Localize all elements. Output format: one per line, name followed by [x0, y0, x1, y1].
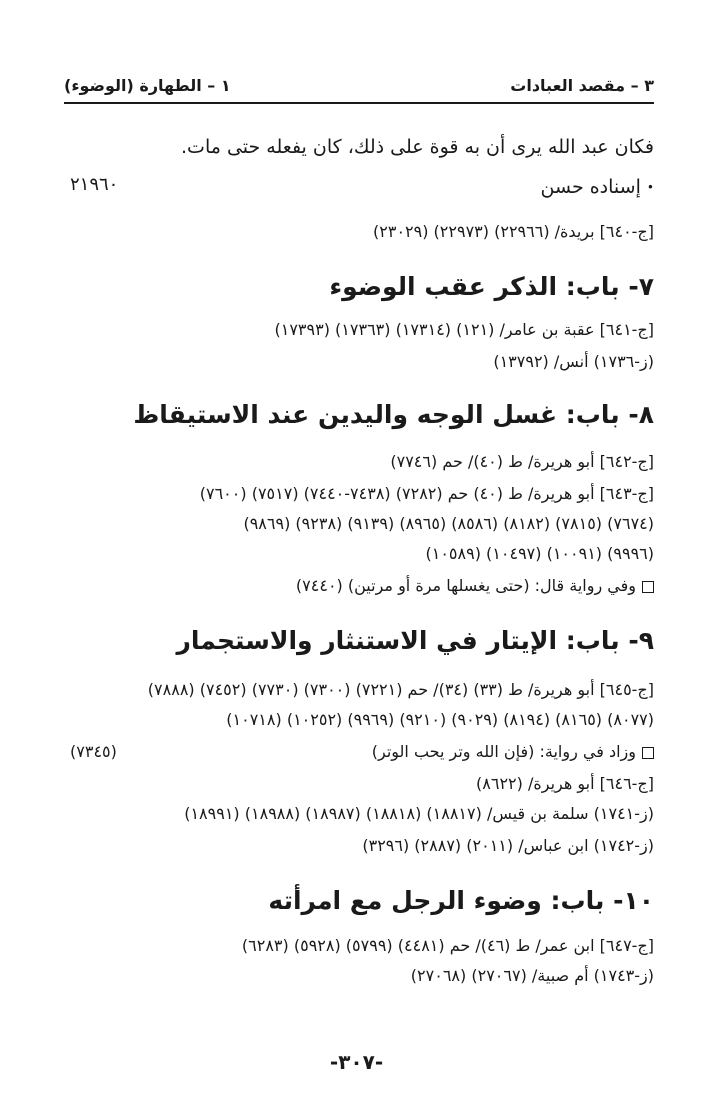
page-number: -٣٠٧-	[329, 1050, 384, 1074]
narration-text: وزاد في رواية: (فإن الله وتر يحب الوتر)	[371, 742, 636, 761]
hadith-number: ٢١٩٦٠	[70, 174, 119, 195]
section-heading: ٧- باب: الذكر عقب الوضوء	[329, 272, 654, 301]
section-heading: ١٠- باب: وضوء الرجل مع امرأته	[268, 886, 654, 915]
reference-line: [ج-٦٤٧] ابن عمر/ ط (٤٦)/ حم (٤٤٨١) (٥٧٩٩) (٥٩٢٨) (٦٢٨٣)	[241, 936, 654, 955]
isnad-grade: إسناده حسن	[540, 176, 641, 198]
header-chapter-title: ١ – الطهارة (الوضوء)	[64, 76, 231, 95]
reference-line: (ز-١٧٤١) سلمة بن قيس/ (١٨٨١٧) (١٨٨١٨) (١٨٩٨٧) (١٨٩٨٨) (١٨٩٩١)	[184, 804, 654, 823]
reference-line: [ج-٦٤٥] أبو هريرة/ ط (٣٣) (٣٤)/ حم (٧٢٢١) (٧٣٠٠) (٧٧٣٠) (٧٤٥٢) (٧٨٨٨)	[147, 680, 654, 699]
narration-line	[60, 742, 654, 761]
text-line: فكان عبد الله يرى أن به قوة على ذلك، كان يفعله حتى مات.	[181, 136, 654, 158]
section-heading: ٨- باب: غسل الوجه واليدين عند الاستيقاظ	[133, 400, 654, 429]
reference-line: (٨٠٧٧) (٨١٦٥) (٨١٩٤) (٩٠٢٩) (٩٢١٠) (٩٩٦٩) (١٠٢٥٢) (١٠٧١٨)	[226, 710, 654, 729]
running-header	[64, 72, 654, 104]
reference-line: (ز-١٧٤٢) ابن عباس/ (٢٠١١) (٢٨٨٧) (٣٢٩٦)	[362, 836, 654, 855]
section-heading: ٩- باب: الإيتار في الاستنثار والاستجمار	[176, 626, 654, 655]
bullet: •	[646, 180, 654, 195]
reference-line: [ج-٦٤٠] بريدة/ (٢٢٩٦٦) (٢٢٩٧٣) (٢٣٠٢٩)	[373, 222, 654, 241]
reference-line: (ز-١٧٣٦) أنس/ (١٣٧٩٢)	[493, 352, 654, 371]
narration-text: وفي رواية قال: (حتى يغسلها مرة أو مرتين) (٧٤٤٠)	[295, 576, 636, 595]
square-marker-icon	[642, 747, 654, 759]
reference-line: [ج-٦٤٢] أبو هريرة/ ط (٤٠)/ حم (٧٧٤٦)	[390, 452, 654, 471]
narration-number: (٧٣٤٥)	[70, 742, 117, 761]
header-section-title: ٣ – مقصد العبادات	[510, 76, 654, 95]
reference-line: [ج-٦٤١] عقبة بن عامر/ (١٢١) (١٧٣١٤) (١٧٣٦٣) (١٧٣٩٣)	[274, 320, 654, 339]
narration-line	[60, 576, 654, 595]
reference-line: (ز-١٧٤٣) أم صبية/ (٢٧٠٦٧) (٢٧٠٦٨)	[410, 966, 654, 985]
reference-line: [ج-٦٤٦] أبو هريرة/ (٨٦٢٢)	[476, 774, 654, 793]
isnad-grade-line	[60, 176, 654, 198]
square-marker-icon	[642, 581, 654, 593]
reference-line: (٩٩٩٦) (١٠٠٩١) (١٠٤٩٧) (١٠٥٨٩)	[425, 544, 654, 563]
reference-line: (٧٦٧٤) (٧٨١٥) (٨١٨٢) (٨٥٨٦) (٨٩٦٥) (٩١٣٩) (٩٢٣٨) (٩٨٦٩)	[243, 514, 654, 533]
reference-line: [ج-٦٤٣] أبو هريرة/ ط (٤٠) حم (٧٢٨٢) (٧٤٣٨-٧٤٤٠) (٧٥١٧) (٧٦٠٠)	[199, 484, 654, 503]
